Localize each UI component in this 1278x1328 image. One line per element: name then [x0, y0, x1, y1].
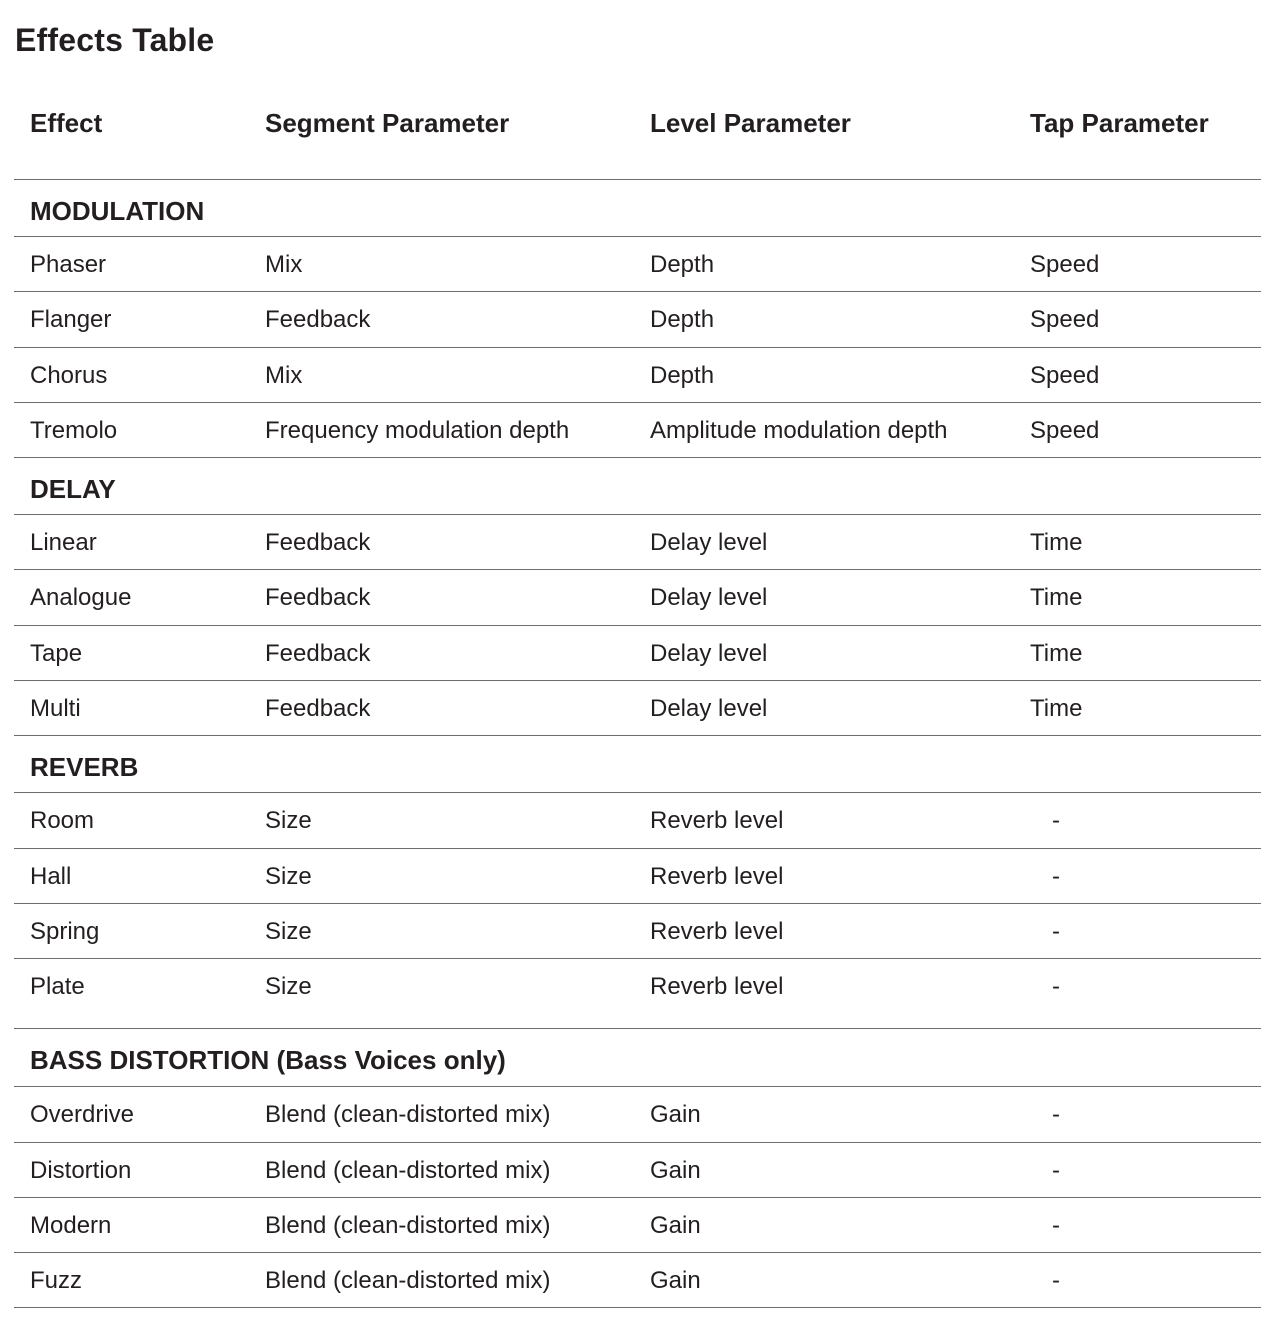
- table-row: [14, 1198, 1261, 1253]
- cell-tap-parameter: Speed: [1030, 251, 1100, 278]
- cell-level-parameter: Reverb level: [650, 917, 784, 945]
- cell-level-parameter: Delay level: [650, 584, 768, 612]
- cell-level-parameter: Delay level: [650, 695, 768, 723]
- cell-segment-parameter: Blend (clean-distorted mix): [265, 1211, 551, 1239]
- table-row: [14, 348, 1261, 403]
- cell-effect: Plate: [30, 973, 85, 1001]
- cell-effect: Spring: [30, 917, 100, 945]
- cell-level-parameter: Reverb level: [650, 862, 784, 890]
- cell-level-parameter: Gain: [650, 1156, 701, 1184]
- cell-tap-parameter: Time: [1030, 529, 1083, 557]
- cell-segment-parameter: Feedback: [265, 639, 371, 667]
- cell-level-parameter: Reverb level: [650, 807, 784, 835]
- cell-level-parameter: Depth: [650, 251, 715, 278]
- table-row: [14, 849, 1261, 904]
- cell-tap-parameter: -: [1052, 862, 1060, 890]
- cell-segment-parameter: Blend (clean-distorted mix): [265, 1267, 551, 1295]
- section-header-delay: [14, 458, 1261, 515]
- cell-effect: Hall: [30, 862, 72, 890]
- effects-table: [14, 86, 1261, 1308]
- cell-effect: Tremolo: [30, 416, 118, 444]
- table-row: [14, 626, 1261, 681]
- cell-segment-parameter: Mix: [265, 361, 303, 389]
- cell-level-parameter: Delay level: [650, 529, 768, 557]
- column-header-effect: Effect: [30, 108, 103, 138]
- column-header-level-parameter: Level Parameter: [650, 108, 851, 138]
- cell-segment-parameter: Size: [265, 862, 312, 890]
- table-row: [14, 570, 1261, 625]
- table-row: [14, 292, 1261, 347]
- cell-segment-parameter: Feedback: [265, 584, 371, 612]
- cell-segment-parameter: Size: [265, 973, 312, 1001]
- cell-tap-parameter: Time: [1030, 639, 1083, 667]
- table-row: [14, 515, 1261, 570]
- section-title: REVERB: [30, 752, 139, 783]
- section-title: BASS DISTORTION (Bass Voices only): [30, 1045, 506, 1076]
- cell-segment-parameter: Feedback: [265, 529, 371, 557]
- cell-effect: Multi: [30, 695, 81, 723]
- table-header-row: [14, 86, 1261, 180]
- cell-level-parameter: Depth: [650, 361, 715, 389]
- cell-effect: Analogue: [30, 584, 132, 612]
- cell-tap-parameter: -: [1052, 917, 1060, 945]
- cell-tap-parameter: Speed: [1030, 361, 1100, 389]
- cell-segment-parameter: Size: [265, 917, 312, 945]
- section-header-modulation: [14, 180, 1261, 237]
- cell-tap-parameter: Speed: [1030, 306, 1100, 334]
- table-body: [14, 180, 1261, 1308]
- cell-effect: Fuzz: [30, 1267, 83, 1295]
- cell-effect: Tape: [30, 639, 83, 667]
- table-row: [14, 681, 1261, 736]
- cell-level-parameter: Delay level: [650, 639, 768, 667]
- cell-segment-parameter: Mix: [265, 251, 303, 278]
- cell-level-parameter: Gain: [650, 1101, 701, 1129]
- cell-segment-parameter: Feedback: [265, 695, 371, 723]
- cell-tap-parameter: -: [1052, 1101, 1060, 1129]
- table-row: [14, 793, 1261, 848]
- cell-level-parameter: Gain: [650, 1211, 701, 1239]
- column-header-segment-parameter: Segment Parameter: [265, 108, 510, 138]
- cell-level-parameter: Depth: [650, 306, 715, 334]
- column-header-tap-parameter: Tap Parameter: [1030, 108, 1209, 138]
- cell-tap-parameter: Time: [1030, 695, 1083, 723]
- cell-effect: Modern: [30, 1211, 112, 1239]
- cell-level-parameter: Amplitude modulation depth: [650, 416, 948, 444]
- cell-segment-parameter: Frequency modulation depth: [265, 416, 570, 444]
- cell-tap-parameter: -: [1052, 973, 1060, 1001]
- cell-effect: Phaser: [30, 251, 107, 278]
- cell-tap-parameter: -: [1052, 1156, 1060, 1184]
- section-header-reverb: [14, 736, 1261, 793]
- cell-tap-parameter: -: [1052, 807, 1060, 835]
- cell-segment-parameter: Size: [265, 807, 312, 835]
- table-row: [14, 1143, 1261, 1198]
- cell-tap-parameter: Time: [1030, 584, 1083, 612]
- cell-effect: Distortion: [30, 1156, 132, 1184]
- cell-segment-parameter: Blend (clean-distorted mix): [265, 1101, 551, 1129]
- cell-effect: Room: [30, 807, 95, 835]
- table-row: [14, 1087, 1261, 1142]
- cell-tap-parameter: -: [1052, 1211, 1060, 1239]
- table-row: [14, 904, 1261, 959]
- cell-effect: Chorus: [30, 361, 108, 389]
- cell-segment-parameter: Blend (clean-distorted mix): [265, 1156, 551, 1184]
- table-row: [14, 237, 1261, 292]
- cell-effect: Overdrive: [30, 1101, 135, 1129]
- section-header-bass-distortion-bass-voices-only: [14, 1029, 1261, 1087]
- cell-segment-parameter: Feedback: [265, 306, 371, 334]
- section-title: DELAY: [30, 474, 116, 505]
- cell-level-parameter: Reverb level: [650, 973, 784, 1001]
- cell-level-parameter: Gain: [650, 1267, 701, 1295]
- table-row: [14, 1253, 1261, 1308]
- cell-tap-parameter: Speed: [1030, 416, 1100, 444]
- table-row: [14, 403, 1261, 458]
- page-title: Effects Table: [15, 22, 215, 58]
- cell-tap-parameter: -: [1052, 1267, 1060, 1295]
- cell-effect: Linear: [30, 529, 97, 557]
- section-title: MODULATION: [30, 196, 205, 226]
- cell-effect: Flanger: [30, 306, 112, 334]
- table-row: [14, 959, 1261, 1029]
